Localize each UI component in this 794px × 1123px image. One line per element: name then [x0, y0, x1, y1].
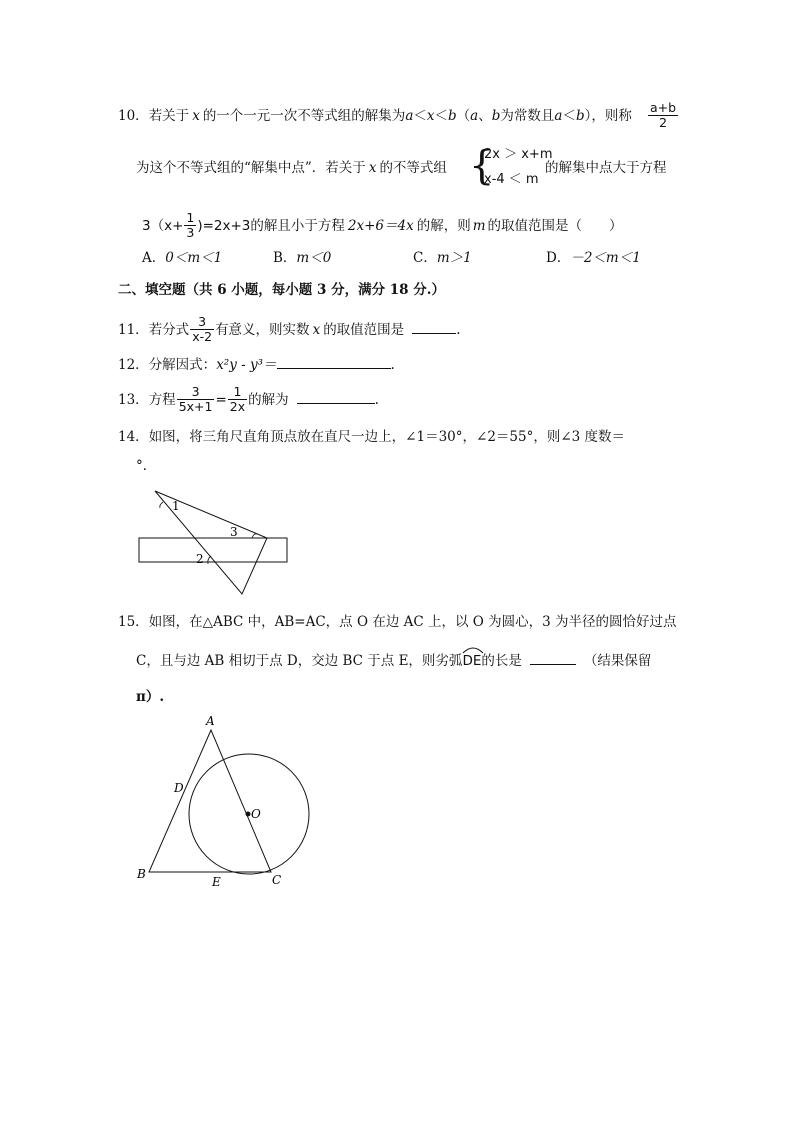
q15-line2: C，且与边 AB 相切于点 D，交边 BC 于点 E，则劣弧 DE的长是 （结果保留: [136, 651, 651, 670]
q10-option-b[interactable]: B．m＜0: [273, 250, 332, 266]
q14-line2: °．: [136, 458, 157, 474]
q10-line2-end: 的解集中点大于方程: [545, 160, 667, 176]
q12: 12．分解因式：x²y - y³＝ .: [118, 357, 395, 373]
vertex-label-a: A: [206, 715, 215, 728]
q13-fraction-left: $\frac{3}{5x+1}$: [178, 384, 213, 414]
q10-system-brace: {: [469, 143, 495, 189]
arc-mark-icon: [462, 646, 484, 654]
center-label-o: O: [251, 807, 261, 821]
point-label-d: D: [174, 781, 184, 795]
ruler: [139, 538, 287, 562]
q15-line3: π）.: [136, 689, 165, 705]
q15-arc-de: DE: [462, 652, 481, 670]
angle-label-1: 1: [172, 499, 180, 513]
q13-answer-blank[interactable]: [297, 390, 375, 404]
q11-answer-blank[interactable]: [412, 320, 456, 334]
q15-answer-blank[interactable]: [530, 651, 576, 665]
triangle-abc: [149, 730, 271, 872]
q15-line1: 15．如图，在△ABC 中，AB=AC，点 O 在边 AC 上，以 O 为圆心，3 为半径的圆恰好过点: [118, 614, 677, 630]
q10-midpoint-fraction: $\frac{a+b}{2}$: [650, 100, 677, 130]
section-heading-fill-in: 二、填空题（共 6 小题，每小题 3 分，满分 18 分.）: [118, 282, 445, 298]
vertex-label-c: C: [272, 873, 282, 887]
q11: 11．若分式 $\frac{3}{x-2}$ 有意义，则实数 x 的取值范围是 .: [118, 314, 461, 344]
q10-option-d[interactable]: D．－2＜m＜1: [546, 250, 641, 266]
angle-3-arc: [252, 534, 257, 538]
q13: 13．方程 $\frac{3}{5x+1}$ = $\frac{1}{2x}$ 的解为 .: [118, 384, 379, 414]
vertex-label-b: B: [137, 867, 146, 881]
q10-line1: 10．若关于 x 的一个一元一次不等式组的解集为a＜x＜b（a、b为常数且a＜b），则称: [118, 108, 632, 124]
q12-answer-blank[interactable]: [277, 355, 391, 369]
point-label-e: E: [212, 875, 221, 889]
q10-line3: 3（x+ $\frac{1}{3}$ )=2x+3的解且小于方程 2x+6＝4x 的解，则 m 的取值范围是（ ）: [142, 210, 623, 240]
q10-option-c[interactable]: C．m＞1: [413, 250, 472, 266]
angle-label-3: 3: [230, 525, 238, 539]
q11-fraction: $\frac{3}{x-2}$: [192, 314, 213, 344]
q13-fraction-right: $\frac{1}{2x}$: [229, 384, 246, 414]
q10-number: 10．: [118, 108, 149, 124]
center-o-dot: [246, 812, 251, 817]
q10-option-a[interactable]: A．0＜m＜1: [142, 250, 223, 266]
q15-figure-triangle-circle: [130, 715, 330, 895]
q14-figure-ruler-triangle: [130, 485, 430, 605]
q10-one-third: $\frac{1}{3}$: [186, 210, 195, 240]
q10-system-ineq-2: x-4 ＜ m: [484, 172, 539, 187]
angle-1-arc: [160, 502, 163, 508]
q10-line2: 为这个不等式组的“解集中点”．若关于 x 的不等式组: [136, 160, 447, 176]
q10-system-ineq-1: 2x ＞ x+m: [484, 147, 553, 162]
q14: 14．如图，将三角尺直角顶点放在直尺一边上，∠1＝30°，∠2＝55°，则∠3 度数＝: [118, 429, 626, 445]
angle-label-2: 2: [196, 552, 204, 566]
